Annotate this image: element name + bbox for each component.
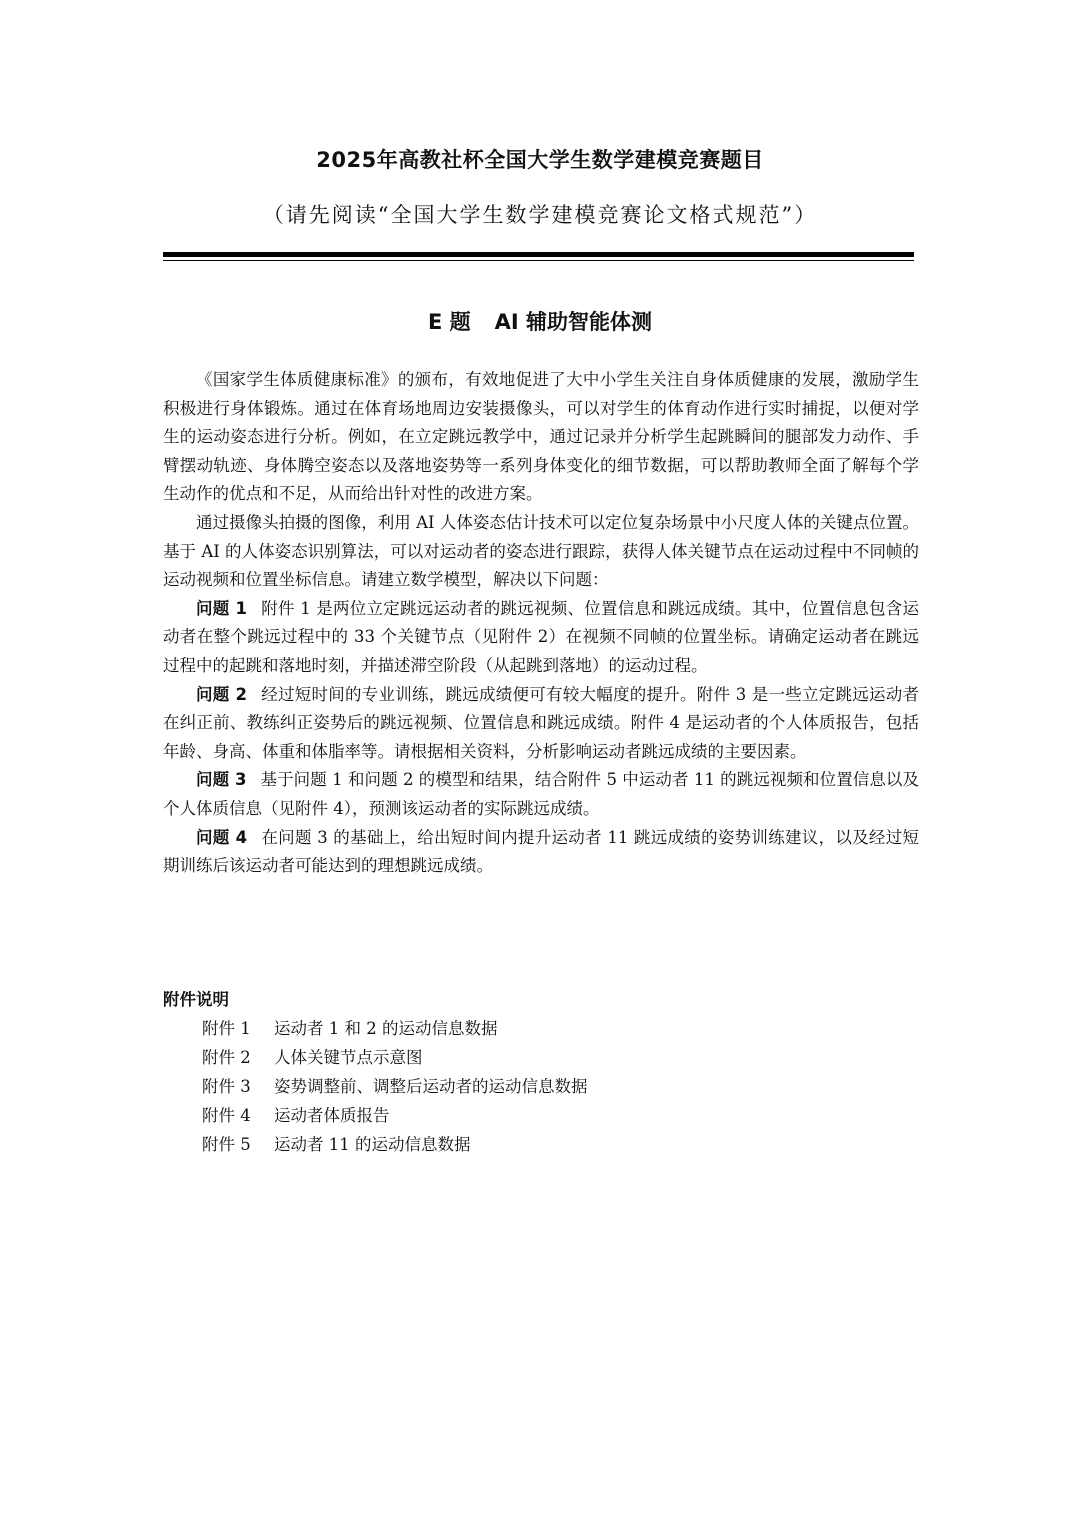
problem-label: E 题 bbox=[427, 310, 471, 334]
question-1 bbox=[163, 595, 919, 681]
question-4-text: 在问题 3 的基础上，给出短时间内提升运动者 11 跳远成绩的姿势训练建议，以及经过短期训练后该运动者可能达到的理想跳远成绩。 bbox=[163, 827, 919, 876]
attachment-item bbox=[202, 1043, 588, 1072]
title-divider-thick bbox=[163, 252, 914, 257]
attachments-list bbox=[202, 1014, 588, 1159]
question-2-label: 问题 2 bbox=[196, 684, 247, 704]
attachment-label: 附件 2 bbox=[202, 1048, 251, 1067]
attachment-item bbox=[202, 1101, 588, 1130]
problem-name: AI 辅助智能体测 bbox=[494, 310, 653, 334]
attachment-item bbox=[202, 1130, 588, 1159]
attachments-heading: 附件说明 bbox=[163, 990, 229, 1009]
attachment-desc: 运动者体质报告 bbox=[274, 1106, 390, 1125]
attachment-label: 附件 5 bbox=[202, 1135, 251, 1154]
question-3 bbox=[163, 766, 919, 823]
intro-paragraph-1: 《国家学生体质健康标准》的颁布，有效地促进了大中小学生关注自身体质健康的发展，激励学生积极进行身体锻炼。通过在体育场地周边安装摄像头，可以对学生的体育动作进行实时捕捉，以便对学生的运动姿态进行分析。例如，在立定跳远教学中，通过记录并分析学生起跳瞬间的腿部发力动作、手臂摆动轨迹、身体腾空姿态以及落地姿势等一系列身体变化的细节数据，可以帮助教师全面了解每个学生动作的优点和不足，从而给出针对性的改进方案。 bbox=[163, 370, 919, 504]
question-1-label: 问题 1 bbox=[196, 598, 247, 618]
question-1-text: 附件 1 是两位立定跳远运动者的跳远视频、位置信息和跳远成绩。其中，位置信息包含运动者在整个跳远过程中的 33 个关键节点（见附件 2）在视频不同帧的位置坐标。请确定运动者在跳远过程中的起跳和落地时刻，并描述滞空阶段（从起跳到落地）的运动过程。 bbox=[163, 598, 919, 675]
attachment-item bbox=[202, 1072, 588, 1101]
question-3-text: 基于问题 1 和问题 2 的模型和结果，结合附件 5 中运动者 11 的跳远视频和位置信息以及个人体质信息（见附件 4），预测该运动者的实际跳远成绩。 bbox=[163, 770, 919, 818]
attachment-label: 附件 4 bbox=[202, 1106, 251, 1125]
question-3-label: 问题 3 bbox=[196, 770, 247, 790]
question-2-text: 经过短时间的专业训练，跳远成绩便可有较大幅度的提升。附件 3 是一些立定跳远运动者在纠正前、教练纠正姿势后的跳远视频、位置信息和跳远成绩。附件 4 是运动者的个人体质报告，包括年龄、身高、体重和体脂率等。请根据相关资料，分析影响运动者跳远成绩的主要因素。 bbox=[163, 684, 919, 761]
attachment-desc: 运动者 11 的运动信息数据 bbox=[274, 1135, 471, 1154]
question-4 bbox=[163, 824, 919, 881]
question-4-label: 问题 4 bbox=[196, 827, 248, 847]
attachment-desc: 姿势调整前、调整后运动者的运动信息数据 bbox=[274, 1077, 588, 1096]
title-divider-thin bbox=[163, 260, 914, 261]
attachment-desc: 人体关键节点示意图 bbox=[274, 1048, 423, 1067]
attachment-item bbox=[202, 1014, 588, 1043]
problem-title bbox=[0, 308, 1080, 336]
attachment-label: 附件 1 bbox=[202, 1019, 251, 1038]
problem-body bbox=[163, 366, 919, 881]
question-2 bbox=[163, 681, 919, 767]
page-title: 2025年高教社杯全国大学生数学建模竞赛题目 bbox=[316, 148, 764, 172]
page-subtitle: （请先阅读“全国大学生数学建模竞赛论文格式规范”） bbox=[262, 203, 818, 227]
intro-paragraph-2: 通过摄像头拍摄的图像，利用 AI 人体姿态估计技术可以定位复杂场景中小尺度人体的关键点位置。基于 AI 的人体姿态识别算法，可以对运动者的姿态进行跟踪，获得人体关键节点在运动过程中不同帧的运动视频和位置坐标信息。请建立数学模型，解决以下问题： bbox=[163, 512, 919, 590]
attachment-label: 附件 3 bbox=[202, 1077, 251, 1096]
attachment-desc: 运动者 1 和 2 的运动信息数据 bbox=[274, 1019, 498, 1038]
